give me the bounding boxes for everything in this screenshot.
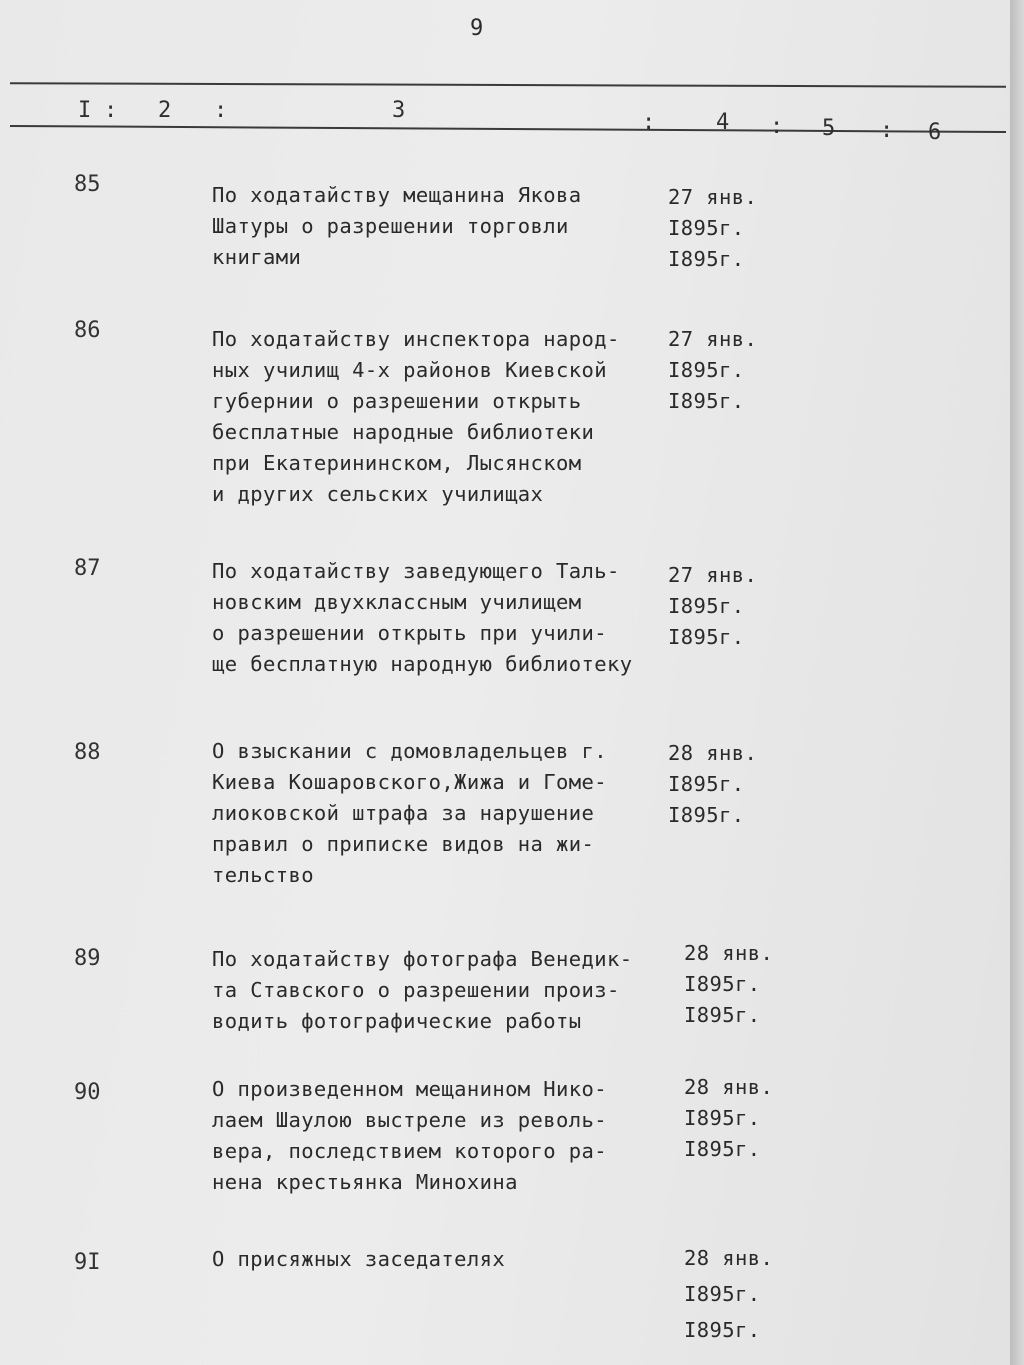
entry-title (212, 736, 682, 891)
entry-title-line: и других сельских училищах (212, 482, 544, 506)
entry-title-line: та Ставского о разрешении произ- (212, 978, 620, 1002)
column-separator: : (880, 118, 894, 143)
entry-date-line: 28 янв. (684, 1246, 774, 1270)
entry-date-line: 27 янв. (668, 327, 758, 351)
entry-title (212, 180, 682, 273)
entry-date-line: 27 янв. (668, 563, 758, 587)
entry-title-line: ще бесплатную народную библиотеку (212, 652, 633, 676)
entry-title-line: о разрешении открыть при учили- (212, 621, 608, 645)
page-number: 9 (470, 16, 484, 41)
entry-date-line: 28 янв. (668, 741, 758, 765)
entry-number: 86 (74, 318, 101, 343)
entry-date-line: 28 янв. (684, 941, 774, 965)
column-separator: : (214, 98, 228, 123)
entry-dates (668, 324, 788, 417)
entry-number: 89 (74, 946, 101, 971)
column-header-3: 3 (392, 98, 406, 123)
entry-title-line: По ходатайству фотографа Венедик- (212, 947, 633, 971)
entry-number: 87 (74, 556, 101, 581)
entry-number: 88 (74, 740, 101, 765)
entry-title-line: лаем Шаулою выстреле из револь- (212, 1108, 608, 1132)
entry-title-line: По ходатайству мещанина Якова (212, 183, 582, 207)
entry-date-line: I895г. (668, 803, 745, 827)
entry-title-line: ных училищ 4-х районов Киевской (212, 358, 608, 382)
entry-date-line: I895г. (684, 1137, 761, 1161)
entry-number: 9I (74, 1250, 101, 1275)
entry-dates (684, 1240, 804, 1348)
entry-title-line: По ходатайству инспектора народ- (212, 327, 620, 351)
entry-title-line: книгами (212, 245, 302, 269)
entry-date-line: I895г. (668, 772, 745, 796)
column-header-6: 6 (928, 120, 942, 145)
entry-dates (684, 1072, 804, 1165)
entry-title-line: О произведенном мещанином Нико- (212, 1077, 608, 1101)
entry-title-line: при Екатерининском, Лысянском (212, 451, 582, 475)
column-separator: : (642, 110, 656, 135)
column-header-5: 5 (822, 116, 836, 141)
entry-number: 85 (74, 172, 101, 197)
entry-dates (668, 182, 788, 275)
entry-title-line: О взыскании с домовладельцев г. (212, 739, 608, 763)
entry-dates (668, 560, 788, 653)
entry-dates (668, 738, 788, 831)
entry-date-line: 28 янв. (684, 1075, 774, 1099)
entry-title (212, 1074, 682, 1198)
entry-title-line: По ходатайству заведующего Таль- (212, 559, 620, 583)
entry-date-line: I895г. (668, 247, 745, 271)
entry-title-line: тельство (212, 863, 314, 887)
entry-title (212, 1244, 682, 1275)
entry-title-line: бесплатные народные библиотеки (212, 420, 595, 444)
entry-title-line: Киева Кошаровского,Жижа и Гоме- (212, 770, 608, 794)
entry-title (212, 944, 682, 1037)
entry-date-line: I895г. (684, 1318, 761, 1342)
entry-title-line: лиоковской штрафа за нарушение (212, 801, 595, 825)
entry-date-line: I895г. (684, 1282, 761, 1306)
column-header-2: 2 (158, 98, 172, 123)
entry-title-line: вера, последствием которого ра- (212, 1139, 608, 1163)
entry-title-line: О присяжных заседателях (212, 1247, 506, 1271)
entry-title-line: Шатуры о разрешении торговли (212, 214, 569, 238)
entry-date-line: I895г. (684, 1106, 761, 1130)
entry-title-line: новским двухклассным училищем (212, 590, 582, 614)
entry-number: 90 (74, 1080, 101, 1105)
entry-title (212, 324, 682, 510)
entry-date-line: I895г. (668, 594, 745, 618)
entry-dates (684, 938, 804, 1031)
header-bottom-rule (10, 125, 1006, 133)
entry-date-line: I895г. (668, 216, 745, 240)
column-header-1: I (78, 98, 92, 123)
page-edge-shadow (1010, 0, 1024, 1365)
entry-date-line: I895г. (668, 389, 745, 413)
entry-title-line: губернии о разрешении открыть (212, 389, 582, 413)
entry-title (212, 556, 682, 680)
entry-title-line: водить фотографические работы (212, 1009, 582, 1033)
entry-date-line: I895г. (668, 625, 745, 649)
entry-title-line: правил о приписке видов на жи- (212, 832, 595, 856)
entry-title-line: нена крестьянка Минохина (212, 1170, 518, 1194)
entry-date-line: 27 янв. (668, 185, 758, 209)
column-separator: : (104, 98, 118, 123)
entry-date-line: I895г. (684, 972, 761, 996)
column-header-4: 4 (716, 110, 730, 135)
entry-date-line: I895г. (668, 358, 745, 382)
column-separator: : (770, 114, 784, 139)
entry-date-line: I895г. (684, 1003, 761, 1027)
header-top-rule (10, 82, 1006, 87)
